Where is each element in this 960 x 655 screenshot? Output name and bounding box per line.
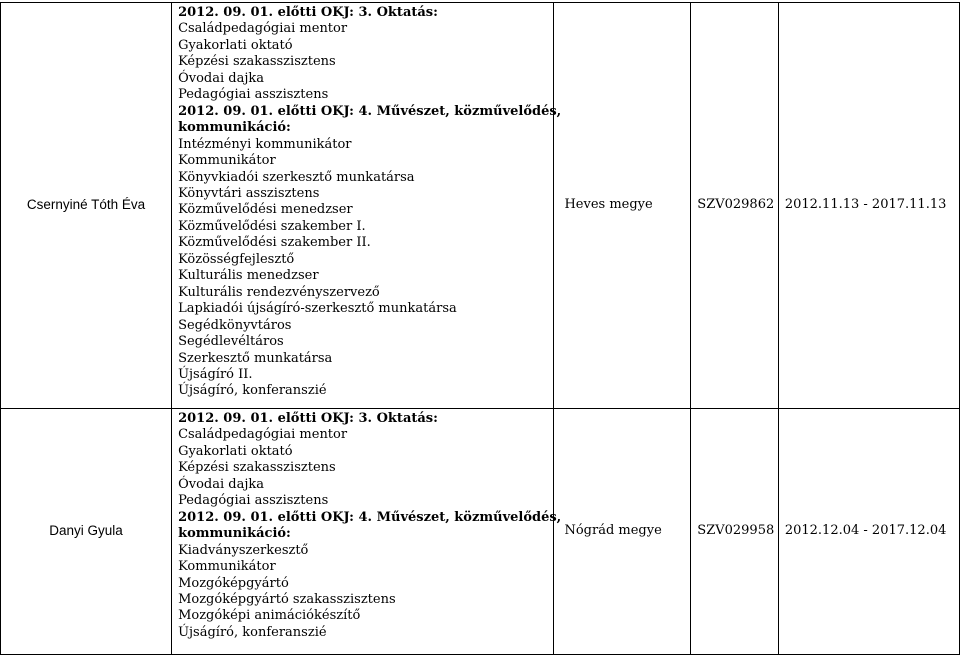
list-item: Óvodai dajka [178,476,264,492]
list-item: Könyvkiadói szerkesztő munkatársa [178,169,415,185]
section-heading: 2012. 09. 01. előtti OKJ: 3. Oktatás: [178,5,438,20]
section-heading-continued: kommunikáció: [178,120,291,136]
list-item: Gyakorlati oktató [178,37,293,53]
qualifications-cell [172,409,562,655]
list-item: Kommunikátor [178,153,276,169]
validity-period: 2012.12.04 - 2017.12.04 [778,409,959,655]
registry-table [0,2,960,655]
qualifications-cell [172,3,562,409]
list-item: Közösségfejlesztő [178,251,295,267]
list-item: Könyvtári asszisztens [178,185,320,201]
list-item: Közművelődési szakember I. [178,218,366,234]
list-item: Képzési szakasszisztens [178,54,336,70]
expert-name: Csernyiné Tóth Éva [1,3,172,409]
list-item: Óvodai dajka [178,70,264,86]
list-item: Közművelődési szakember II. [178,235,371,251]
list-item: Újságíró, konferanszié [178,624,327,640]
list-item: Kulturális rendezvényszervező [178,284,380,300]
list-item: Újságíró II. [178,366,253,382]
list-item: Pedagógiai asszisztens [178,87,329,103]
list-item: Gyakorlati oktató [178,443,293,459]
list-item: Újságíró, konferanszié [178,383,327,399]
county: Nógrád megye [554,409,691,655]
list-item: Mozgóképgyártó [178,575,289,591]
table-row [1,3,960,409]
county: Heves megye [554,3,691,409]
table-row [1,409,960,655]
registration-code: SZV029862 [691,3,779,409]
section-heading: 2012. 09. 01. előtti OKJ: 3. Oktatás: [178,411,438,426]
section-heading: 2012. 09. 01. előtti OKJ: 4. Művészet, közművelődés, [178,509,562,525]
list-item: Segédlevéltáros [178,334,284,350]
list-item: Kiadványszerkesztő [178,542,309,558]
list-item: Szerkesztő munkatársa [178,350,333,366]
list-item: Családpedagógiai mentor [178,427,348,443]
list-item: Kommunikátor [178,559,276,575]
list-item: Kulturális menedzser [178,268,319,284]
registration-code: SZV029958 [691,409,779,655]
list-item: Pedagógiai asszisztens [178,493,329,509]
list-item: Mozgóképgyártó szakasszisztens [178,591,396,607]
list-item: Intézményi kommunikátor [178,136,352,152]
expert-name: Danyi Gyula [1,409,172,655]
section-heading-continued: kommunikáció: [178,526,291,542]
list-item: Családpedagógiai mentor [178,21,348,37]
list-item: Mozgóképi animációkészítő [178,608,361,624]
list-item: Képzési szakasszisztens [178,460,336,476]
validity-period: 2012.11.13 - 2017.11.13 [778,3,959,409]
list-item: Segédkönyvtáros [178,317,292,333]
list-item: Közművelődési menedzser [178,202,353,218]
section-heading: 2012. 09. 01. előtti OKJ: 4. Művészet, közművelődés, [178,103,562,119]
list-item: Lapkiadói újságíró-szerkesztő munkatársa [178,301,457,317]
